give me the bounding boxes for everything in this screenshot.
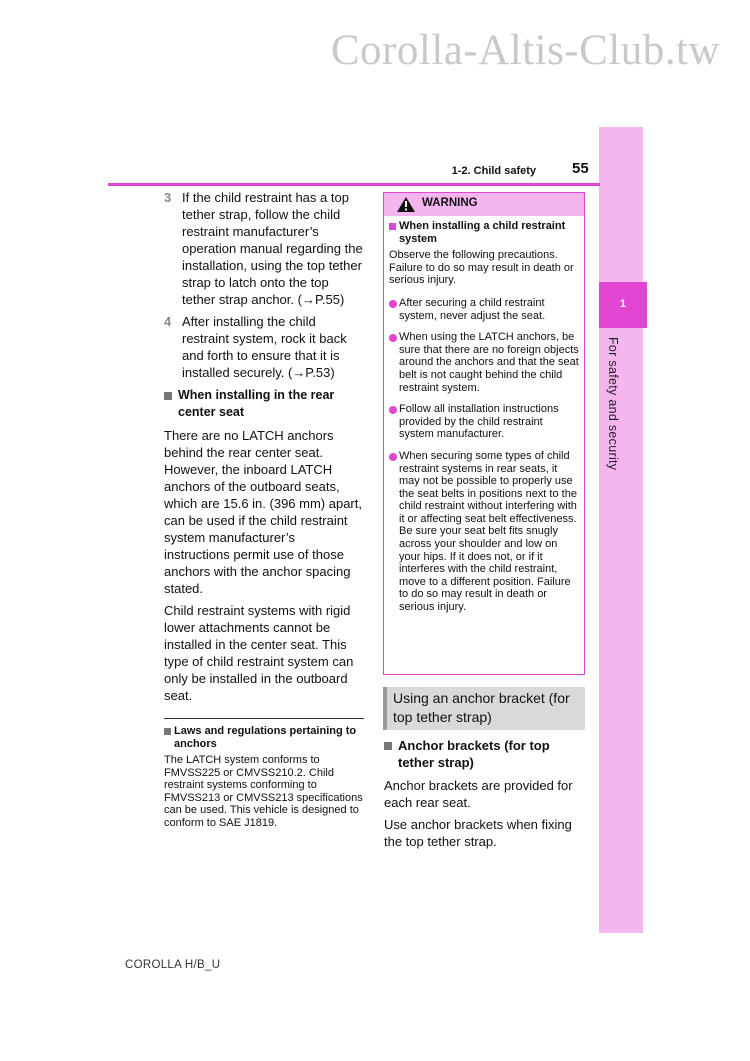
warning-body [384,216,584,614]
heading-text: Anchor brackets (for top tether strap) [398,738,550,770]
square-bullet-icon [384,742,392,750]
laws-note [164,718,364,829]
dot-bullet-icon [389,334,397,342]
warning-triangle-icon [396,196,416,213]
paragraph: Child restraint systems with rigid lower attachments cannot be installed in the center seat. This type of child restraint system can only be installed in the outboard seat. [164,603,354,703]
step-number: 4 [164,314,172,329]
page-number: 55 [572,160,589,177]
paragraph: There are no LATCH anchors behind the rear center seat. However, the inboard LATCH anchors of the outboard seats, which are 15.6 in. (396 mm) apart, can be used if the child restraint system manufacturer’s instructions permit use of those anchors with the anchor spacing stated. [164,428,362,596]
watermark: Corolla-Altis-Club.tw [330,27,720,74]
step-text: After installing the child restraint system, rock it back and forth to ensure that it is installed securely. (→P.53) [182,314,347,380]
warning-header [384,193,584,216]
square-bullet-icon [164,392,172,400]
warning-bullet [389,403,579,441]
step-3 [164,189,364,308]
dot-bullet-icon [389,406,397,414]
footer-model: COROLLA H/B_U [125,959,221,971]
square-bullet-icon [164,728,171,735]
dot-bullet-icon [389,453,397,461]
warning-intro: Observe the following precautions. Failure to do so may result in death or serious injury. [389,249,574,287]
warning-box [383,192,585,675]
side-tab [599,127,643,933]
paragraph: Anchor brackets are provided for each rear seat. [384,778,573,810]
rear-center-heading [164,387,364,421]
heading-text: Laws and regulations pertaining to anchors [174,725,357,750]
warning-bullet [389,331,579,394]
bullet-text: After securing a child restraint system, never adjust the seat. [399,296,546,322]
anchor-heading [384,737,584,771]
bullet-text: Follow all installation instructions provided by the child restraint system manufacturer. [399,403,559,441]
chapter-number: 1 [599,282,647,328]
left-column [164,189,364,829]
bar-edge [383,687,387,730]
heading-text: When installing in the rear center seat [178,388,335,419]
chapter-label: For safety and security [606,337,620,471]
step-4 [164,313,364,381]
bullet-text: When using the LATCH anchors, be sure that there are no foreign objects around the anchors and that the seat belt is not caught behind the child restraint system. [399,331,579,394]
laws-text: The LATCH system conforms to FMVSS225 or CMVSS210.2. Child restraint systems conforming to FMVSS213 or CMVSS213 specifications can be used. This vehicle is designed to conform to SAE J1819. [164,754,363,829]
anchor-section-title: Using an anchor bracket (for top tether strap) [393,690,570,725]
right-column-text [384,737,584,855]
section-title: 1-2. Child safety [451,165,536,177]
warning-title: WARNING [422,197,478,209]
anchor-section-bar [383,687,585,730]
warning-subheading [389,220,579,245]
step-text: If the child restraint has a top tether strap, follow the child restraint manufacturer’s operation manual regarding the installation, using the top tether strap to latch onto the top tether strap anchor. (→P.55) [182,190,363,307]
warning-bullet [389,297,579,322]
header-rule [108,183,600,186]
subheading-text: When installing a child restraint system [399,220,566,245]
warning-bullet [389,450,579,614]
laws-heading [164,725,364,750]
step-number: 3 [164,190,172,205]
dot-bullet-icon [389,300,397,308]
paragraph: Use anchor brackets when fixing the top tether strap. [384,817,572,849]
square-bullet-icon [389,223,396,230]
bullet-text: When securing some types of child restraint systems in rear seats, it may not be possible to properly use the seat belts in positions next to the child restraint without interfering with it or affecting seat belt effectiveness. Be sure your seat belt fits snugly across your shoulder and low on your hips. If it does not, or if it interferes with the child restraint, move to a different position. Failure to do so may result in death or serious injury. [399,449,577,614]
